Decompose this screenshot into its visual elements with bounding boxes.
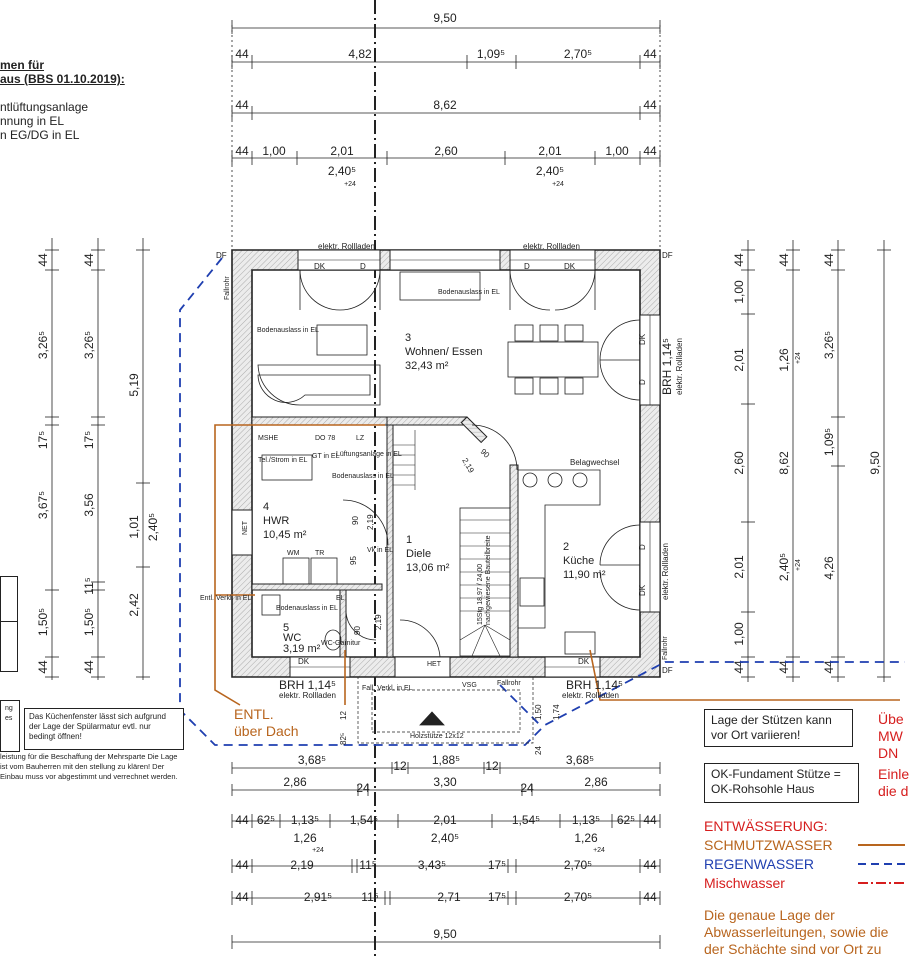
dim-top-r4-0: 44 [235,144,249,158]
svg-text:HET: HET [427,661,441,668]
svg-text:Fallrohr: Fallrohr [224,276,231,300]
svg-text:2,70⁵: 2,70⁵ [563,890,593,904]
svg-text:12: 12 [393,759,407,773]
svg-text:Fallrohr: Fallrohr [662,636,669,660]
svg-text:Fall. Verkl. in EL: Fall. Verkl. in EL [362,685,413,692]
top-dimension-chains [232,20,660,250]
svg-text:DO 78: DO 78 [315,435,336,442]
svg-text:BRH 1,14⁵: BRH 1,14⁵ [566,678,623,692]
svg-text:62⁵: 62⁵ [616,813,636,827]
svg-text:MSHE: MSHE [258,435,279,442]
svg-text:elektr. Rollladen: elektr. Rollladen [318,242,375,251]
svg-text:Belagwechsel: Belagwechsel [570,458,620,467]
dim-top-r4-1: 1,00 [262,144,286,158]
svg-text:11⁵: 11⁵ [82,577,96,595]
svg-text:12: 12 [485,759,499,773]
svg-text:2,19: 2,19 [460,456,476,475]
svg-text:DK: DK [638,333,647,345]
mehrsparte-note: leistung für die Beschaffung der Mehrsparte Die Lage ist vom Bauherren mit den stellung zu klären! Der Einbau muss vor abgestimmt und verrechnet werden. [0,752,178,781]
svg-text:44: 44 [36,660,50,674]
plan-small-labels [200,242,684,755]
svg-text:11,90 m²: 11,90 m² [563,569,606,581]
svg-text:elektr. Rollladen: elektr. Rollladen [661,543,670,600]
svg-text:44: 44 [643,858,657,872]
svg-text:3: 3 [405,332,412,344]
svg-text:2,40⁵: 2,40⁵ [430,831,460,845]
svg-text:2,86: 2,86 [283,775,307,789]
svg-text:17⁵: 17⁵ [36,430,50,450]
svg-text:44: 44 [732,660,746,674]
abwasser-note: Die genaue Lage der Abwasserleitungen, sowie die der Schächte sind vor Ort zu [704,907,889,957]
dim-top-r4-2: 2,01 [330,144,354,158]
fundament-note: OK-Fundament Stütze = OK-Rohsohle Haus [704,763,859,803]
svg-text:HWR: HWR [263,515,290,527]
svg-text:17⁵: 17⁵ [487,858,507,872]
svg-text:9,50: 9,50 [433,927,457,941]
svg-text:44: 44 [777,253,791,267]
dim-top-r2-1: 4,82 [348,47,372,61]
left-header [0,58,125,142]
svg-text:3,68⁵: 3,68⁵ [565,753,595,767]
svg-text:elektr. Rollladen: elektr. Rollladen [523,242,580,251]
svg-text:TR: TR [315,550,325,557]
dim-top-r4-3: 2,60 [434,144,458,158]
svg-text:44: 44 [643,813,657,827]
svg-text:Küche: Küche [563,555,595,567]
svg-text:12: 12 [339,711,348,720]
svg-text:2,19: 2,19 [366,514,375,530]
svg-text:Vk in EL: Vk in EL [367,547,394,554]
left-header-line-3: n EG/DG in EL [0,128,80,142]
svg-text:Fallrohr: Fallrohr [497,680,521,687]
svg-text:3,19 m²: 3,19 m² [283,643,321,655]
bottom-dimension-chains [232,762,660,949]
svg-text:17⁵: 17⁵ [82,430,96,450]
svg-text:LZ: LZ [356,435,365,442]
svg-text:2,19: 2,19 [374,614,383,630]
svg-text:1,54⁵: 1,54⁵ [349,813,379,827]
svg-text:2,70⁵: 2,70⁵ [563,858,593,872]
svg-text:44: 44 [82,253,96,267]
svg-text:82⁵: 82⁵ [339,732,348,745]
svg-text:44: 44 [235,813,249,827]
svg-text:90: 90 [353,626,362,635]
svg-text:NET: NET [242,521,249,535]
svg-text:Holzstütze 12x12: Holzstütze 12x12 [410,733,464,740]
svg-text:D: D [360,262,366,271]
svg-text:1,74: 1,74 [552,704,561,720]
svg-text:95: 95 [349,556,358,565]
svg-text:Bodenauslass in EL: Bodenauslass in EL [257,327,319,334]
svg-text:3,26⁵: 3,26⁵ [82,330,96,360]
svg-text:Bodenauslass in EL: Bodenauslass in EL [276,605,338,612]
svg-text:DF: DF [662,666,673,675]
svg-text:DK: DK [314,262,326,271]
svg-text:1: 1 [406,534,413,546]
svg-text:2,71: 2,71 [437,890,461,904]
svg-text:+24: +24 [795,352,802,364]
room-diele [406,534,450,574]
svg-text:13,06 m²: 13,06 m² [406,562,450,574]
svg-text:24: 24 [356,781,370,795]
svg-text:D: D [638,544,647,550]
dim-top-r2-4: 44 [643,47,657,61]
svg-text:EL: EL [336,595,345,602]
legend-mixed: Mischwasser [704,875,785,891]
dim-top-r3-1: 8,62 [433,98,457,112]
top-dimension-texts [235,11,657,188]
svg-text:Tel./Strom in EL: Tel./Strom in EL [258,457,308,464]
svg-text:44: 44 [643,890,657,904]
svg-text:Wohnen/ Essen: Wohnen/ Essen [405,346,483,358]
svg-text:3,43⁵: 3,43⁵ [417,858,447,872]
svg-text:1,00: 1,00 [732,622,746,646]
dim-top-r2-3: 2,70⁵ [563,47,593,61]
svg-text:Bodenauslass in EL: Bodenauslass in EL [438,289,500,296]
svg-text:17⁵: 17⁵ [487,890,507,904]
room-hwr [263,501,307,541]
svg-text:D: D [638,379,647,385]
svg-text:WC-Garnitur: WC-Garnitur [321,640,361,647]
svg-text:10,45 m²: 10,45 m² [263,529,307,541]
svg-text:Lüftungsanlage in EL: Lüftungsanlage in EL [336,451,402,458]
svg-text:11⁵: 11⁵ [359,858,377,872]
room-wc [283,622,321,655]
dim-top-r4-sub-0: 2,40⁵ [327,164,357,178]
svg-text:2,01: 2,01 [732,555,746,579]
dim-top-r4-sub-3: +24 [552,181,564,188]
svg-text:44: 44 [822,660,836,674]
svg-text:VSG: VSG [462,682,477,689]
svg-text:+24: +24 [312,847,324,854]
legend [704,817,833,893]
svg-text:44: 44 [822,253,836,267]
svg-text:1,50⁵: 1,50⁵ [82,607,96,637]
legend-sewage: SCHMUTZWASSER [704,837,833,853]
svg-text:2,01: 2,01 [433,813,457,827]
svg-text:elektr. Rollladen: elektr. Rollladen [279,691,336,700]
svg-text:1,88⁵: 1,88⁵ [431,753,461,767]
svg-text:3,68⁵: 3,68⁵ [297,753,327,767]
svg-text:1,26: 1,26 [574,831,598,845]
svg-text:3,26⁵: 3,26⁵ [36,330,50,360]
svg-text:D: D [524,262,530,271]
svg-text:DK: DK [578,657,590,666]
room-wohnen [405,332,482,372]
svg-text:2,91⁵: 2,91⁵ [303,890,333,904]
svg-text:5: 5 [283,622,290,634]
dim-top-r3-2: 44 [643,98,657,112]
svg-text:1,13⁵: 1,13⁵ [571,813,601,827]
svg-text:44: 44 [732,253,746,267]
svg-text:1,09⁵: 1,09⁵ [822,427,836,457]
svg-text:15Stg 18,97 / 24,00: 15Stg 18,97 / 24,00 [477,563,484,625]
svg-text:Diele: Diele [406,548,432,560]
svg-text:1,26: 1,26 [777,348,791,372]
dim-top-total: 9,50 [433,11,457,25]
svg-text:8,62: 8,62 [777,451,791,475]
svg-text:DK: DK [638,584,647,596]
svg-text:1,50⁵: 1,50⁵ [36,607,50,637]
left-small-note: ng es [0,700,20,752]
svg-text:Entl. Verkl. in EL: Entl. Verkl. in EL [200,595,252,602]
svg-text:2,01: 2,01 [732,348,746,372]
svg-text:3,30: 3,30 [433,775,457,789]
svg-text:2,40⁵: 2,40⁵ [146,512,160,542]
room-kueche [563,541,606,581]
svg-text:2,86: 2,86 [584,775,608,789]
svg-text:nachgewiesene Bauteilbreite: nachgewiesene Bauteilbreite [485,535,492,625]
svg-text:1,13⁵: 1,13⁵ [290,813,320,827]
svg-text:4: 4 [263,501,270,513]
dim-top-r4-4: 2,01 [538,144,562,158]
dim-top-r4-sub-2: 2,40⁵ [535,164,565,178]
svg-text:2,60: 2,60 [732,451,746,475]
dim-top-r4-5: 1,00 [605,144,629,158]
legend-title: ENTWÄSSERUNG: [704,818,828,834]
svg-text:44: 44 [82,660,96,674]
svg-text:1,00: 1,00 [732,280,746,304]
svg-text:24: 24 [534,746,543,755]
svg-text:5,19: 5,19 [127,373,141,397]
svg-text:1,26: 1,26 [293,831,317,845]
dim-top-r3-0: 44 [235,98,249,112]
svg-text:3,26⁵: 3,26⁵ [822,330,836,360]
svg-text:elektr. Rollladen: elektr. Rollladen [562,691,619,700]
entl-ueber-dach: ENTL. über Dach [234,706,299,739]
svg-text:44: 44 [235,890,249,904]
left-header-line-1: ntlüftungsanlage [0,100,89,114]
svg-text:3,56: 3,56 [82,493,96,517]
legend-lines [858,845,905,883]
svg-text:+24: +24 [593,847,605,854]
svg-text:BRH 1,14⁵: BRH 1,14⁵ [279,678,336,692]
svg-text:4,26: 4,26 [822,556,836,580]
svg-text:32,43 m²: 32,43 m² [405,360,449,372]
svg-text:9,50: 9,50 [868,451,882,475]
svg-text:1,54⁵: 1,54⁵ [511,813,541,827]
svg-text:2,40⁵: 2,40⁵ [777,552,791,582]
svg-text:BRH 1,14⁵: BRH 1,14⁵ [660,338,674,395]
svg-text:2,42: 2,42 [127,593,141,617]
svg-text:2: 2 [563,541,570,553]
svg-text:44: 44 [777,660,791,674]
svg-text:Bodenauslass in EL: Bodenauslass in EL [332,473,394,480]
svg-text:elektr. Rollladen: elektr. Rollladen [675,338,684,395]
svg-text:24: 24 [520,781,534,795]
right-red-note: Übe MW DN Einle die d [878,711,909,799]
svg-text:11⁵: 11⁵ [361,890,379,904]
kuechenfenster-note: Das Küchenfenster lässt sich aufgrund der Lage der Spülarmatur evtl. nur bedingt öffnen! [24,708,184,750]
svg-text:3,67⁵: 3,67⁵ [36,490,50,520]
svg-text:2,19: 2,19 [290,858,314,872]
left-table-box [0,576,18,672]
dim-top-r4-6: 44 [643,144,657,158]
svg-text:WM: WM [287,550,300,557]
stuetzen-note: Lage der Stützen kann vor Ort variieren! [704,709,853,747]
dim-top-r4-sub-1: +24 [344,181,356,188]
svg-text:DK: DK [564,262,576,271]
left-header-title-2: aus (BBS 01.10.2019): [0,72,125,86]
svg-text:90: 90 [478,447,492,460]
legend-rain: REGENWASSER [704,856,814,872]
svg-text:DF: DF [662,251,673,260]
svg-text:1,50: 1,50 [534,704,543,720]
svg-text:WC: WC [283,632,302,644]
svg-text:90: 90 [351,516,360,525]
left-header-title-1: men für [0,58,45,72]
bottom-dimension-texts [235,753,657,941]
svg-text:DK: DK [298,657,310,666]
dim-top-r2-2: 1,09⁵ [476,47,506,61]
svg-text:62⁵: 62⁵ [256,813,276,827]
svg-text:44: 44 [36,253,50,267]
svg-text:+24: +24 [795,559,802,571]
svg-text:DF: DF [216,251,227,260]
svg-text:1,01: 1,01 [127,515,141,539]
svg-text:44: 44 [235,858,249,872]
right-dimension-texts [732,253,882,674]
dim-top-r2-0: 44 [235,47,249,61]
left-header-line-2: nnung in EL [0,114,65,128]
svg-text:GT in EL: GT in EL [312,453,340,460]
